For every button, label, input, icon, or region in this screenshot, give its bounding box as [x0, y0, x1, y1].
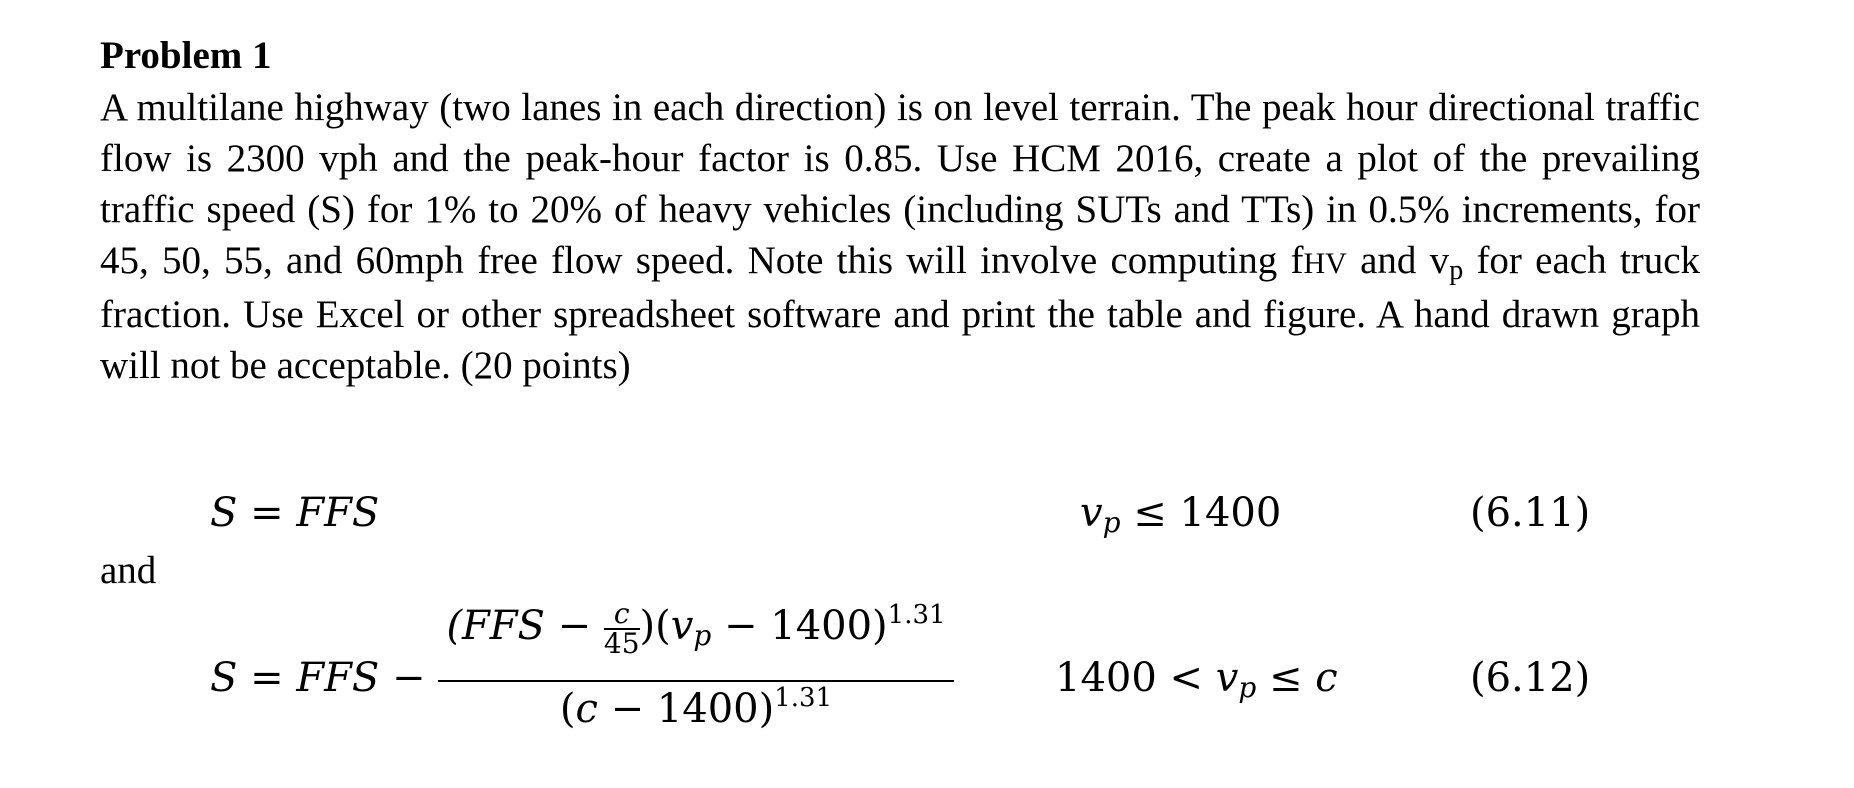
problem-block — [100, 30, 1700, 391]
condition-var: v — [1080, 490, 1103, 536]
problem-text-part2: and v — [1346, 239, 1450, 282]
vp-subscript: p — [1449, 255, 1464, 286]
fraction-numerator: (FFS − $\frac{c}{45}$ )$(v_p - 1400)^{1.31}$ — [446, 597, 946, 660]
equation-6-12-fraction — [438, 597, 954, 732]
equation-6-11-condition — [1080, 490, 1282, 539]
condition-rest: ≤ 1400 — [1120, 490, 1282, 536]
equation-6-12-lhs: S = FFS − — [210, 655, 426, 701]
problem-title: Problem 1 — [100, 34, 272, 77]
equation-6-12-number: (6.12) — [1470, 655, 1591, 701]
problem-text-part1: A multilane highway (two lanes in each direction) is on level terrain. The peak hour directional traffic flow is 2300 vph and the peak-hour factor is 0.85. Use HCM 2016, create a plot of the prevailing traffic speed (S) for 1% to 20% of heavy vehicles (including SUTs and TTs) in 0.5% increments, for 45, 50, 55, and 60mph free flow speed. Note this will involve computing f — [100, 86, 1700, 282]
equation-6-11-lhs: S = FFS — [210, 490, 380, 536]
condition-sub: p — [1102, 506, 1121, 539]
equation-6-12-condition: $1400 < v_p \le c$ — [1055, 655, 1338, 704]
fraction-denominator: $(c - 1400)^{1.31}$ — [559, 683, 833, 732]
fhv-subscript: HV — [1303, 247, 1347, 280]
equation-connector: and — [100, 549, 157, 592]
problem-text-part3: for each truck fraction. Use Excel or other spreadsheet software and print the table and figure. A hand drawn graph will not be acceptable. (20 points) — [100, 239, 1701, 387]
equation-6-11-number: (6.11) — [1470, 490, 1591, 536]
fraction-bar — [438, 680, 954, 682]
problem-statement — [100, 82, 1700, 391]
c-over-45: $\frac{c}{45}$ — [603, 597, 640, 660]
